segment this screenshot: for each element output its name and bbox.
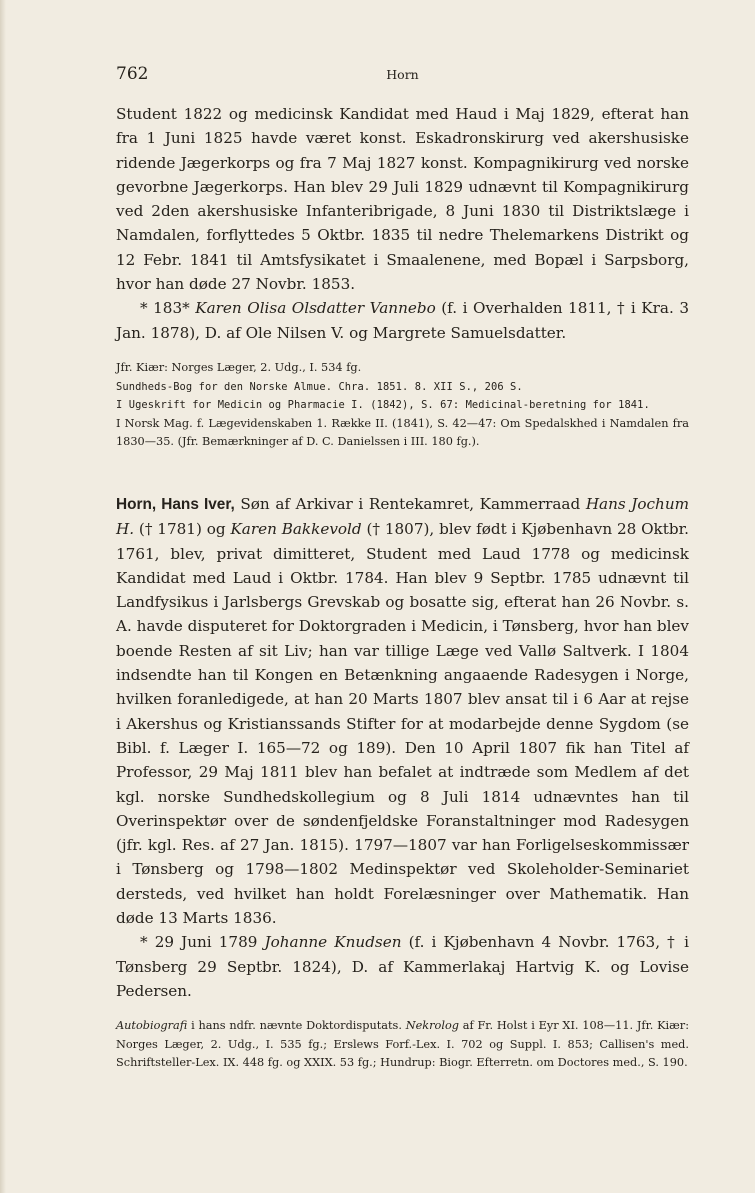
entry1-paragraph: Student 1822 og medicinsk Kandidat med Haud i Maj 1829, efterat han fra 1 Juni 1825 havde været konst. Eskadronskirurg ved akershusiske ridende Jægerkorps og fra 7 Maj 1827 konst. Kompagnikirurg ved norske gevorbne Jægerkorps. Han blev 29 Juli 1829 udnævnt til Kompagnikirurg ved 2den akershusiske Infanteribrigade, 8 Juni 1830 til Distriktslæge i Namdalen, forflyttedes 5 Oktbr. 1835 til nedre Thelemarkens Distrikt og 12 Febr. 1841 til Amtsfysikatet i Smaalenene, med Bopæl i Sarpsborg, hvor han døde 27 Novbr. 1853.: [116, 105, 689, 294]
entry2-mother: Karen Bakkevold: [230, 520, 362, 539]
entry2-ref-text-2: af Fr. Holst i Eyr XI. 108—11. Jfr. Kiær: Norges Læger, 2. Udg., I. 535 fg.; Erslews Forf.-Lex. I. 702 og Suppl. I. 853; Callisen's med. Schriftsteller-Lex. IX. 448 fg. og XXIX. 53 fg.; Hundrup: Biogr. Efterretn. om Doctores med., S. 190.: [116, 1019, 689, 1070]
entry1-marriage-rest: (f. i Overhalden 1811, † i Kra. 3 Jan. 1878), D. af Ole Nilsen V. og Margrete Samuelsdatter.: [116, 299, 689, 342]
entry2-text-b: († 1781) og: [134, 520, 231, 539]
entry2-ref-text-1: i hans ndfr. nævnte Doktordisputats.: [187, 1019, 406, 1033]
page-body: [116, 102, 689, 1073]
entry2-text-c: († 1807), blev født i Kjøbenhavn 28 Oktbr. 1761, blev, privat dimitteret, Student med Laud 1778 og medicinsk Kandidat med Laud i Oktbr. 1784. Han blev 9 Septbr. 1785 udnævnt til Landfysikus i Jarlsbergs Grevskab og bosatte sig, efterat han 26 Novbr. s. A. havde disputeret for Doktorgraden i Medicin, i Tønsberg, hvor han blev boende Resten af sit Liv; han var tillige Læge ved Vallø Saltverk. I 1804 indsendte han til Kongen en Betænkning angaaende Radesygen i Norge, hvilken foranledigede, at han 20 Marts 1807 blev ansat til i 6 Aar at rejse i Akershus og Kristianssands Stifter for at modarbejde denne Sygdom (se Bibl. f. Læger I. 165—72 og 189). Den 10 April 1807 fik han Titel af Professor, 29 Maj 1811 blev han befalet at indtræde som Medlem af det kgl. norske Sundhedskollegium og 8 Juli 1814 udnævntes han til Overinspektør over de søndenfjeldske Foranstaltninger mod Radesygen (jfr. kgl. Res. af 27 Jan. 1815). 1797—1807 var han Forligelseskommissær i Tønsberg og 1798—1802 Medinspektør ved Skoleholder-Seminariet dersteds, ved hvilket han holdt Forelæsninger over Mathematik. Han døde 13 Marts 1836.: [116, 520, 690, 927]
page-number: 762: [116, 64, 149, 84]
entry1-ref-3: I Ugeskrift for Medicin og Pharmacie I. (1842), S. 67: Medicinal-beretning for 1841.: [116, 399, 650, 412]
entry2-father: Hans Jochum H.: [116, 494, 690, 539]
entry1-marriage-prefix: * 183*: [140, 299, 196, 318]
entry2-name: Horn, Hans Iver,: [116, 495, 235, 513]
entry2-ref-nekrolog: Nekrolog: [405, 1019, 459, 1033]
entry2-marriage-rest: (f. i Kjøbenhavn 4 Novbr. 1763, † i Tønsberg 29 Septbr. 1824), D. af Kammerlakaj Hartvig K. og Lovise Pedersen.: [116, 933, 689, 1000]
entry2-references: [116, 1017, 689, 1073]
entry2-ref-autobiografi: Autobiografi: [116, 1019, 188, 1033]
entry2-marriage-prefix: * 29 Juni 1789: [140, 933, 265, 952]
entry2-marriage: [116, 930, 689, 1003]
entry1-spouse-name: Karen Olisa Olsdatter Vannebo: [195, 299, 436, 318]
entry1-ref-1: Jfr. Kiær: Norges Læger, 2. Udg., I. 534 fg.: [116, 360, 362, 374]
entry1-references: [116, 359, 689, 452]
entry1-ref-4: I Norsk Mag. f. Lægevidenskaben 1. Række II. (1841), S. 42—47: Om Spedalskhed i Namdalen fra 1830—35. (Jfr. Bemærkninger af D. C. Danielssen i III. 180 fg.).: [116, 416, 689, 449]
entry2-spouse-name: Johanne Knudsen: [264, 933, 402, 952]
entry1-ref-2: Sundheds-Bog for den Norske Almue. Chra. 1851. 8. XII S., 206 S.: [116, 380, 523, 393]
running-title: Horn: [386, 67, 419, 82]
entry2-paragraph: [116, 492, 689, 930]
entry2-text-a: Søn af Arkivar i Rentekamret, Kammerraad: [234, 494, 586, 513]
entry1-marriage: [116, 296, 689, 345]
entry-separator: [116, 452, 689, 492]
page-header: [116, 64, 689, 88]
page-edge-shadow: [0, 0, 6, 1193]
